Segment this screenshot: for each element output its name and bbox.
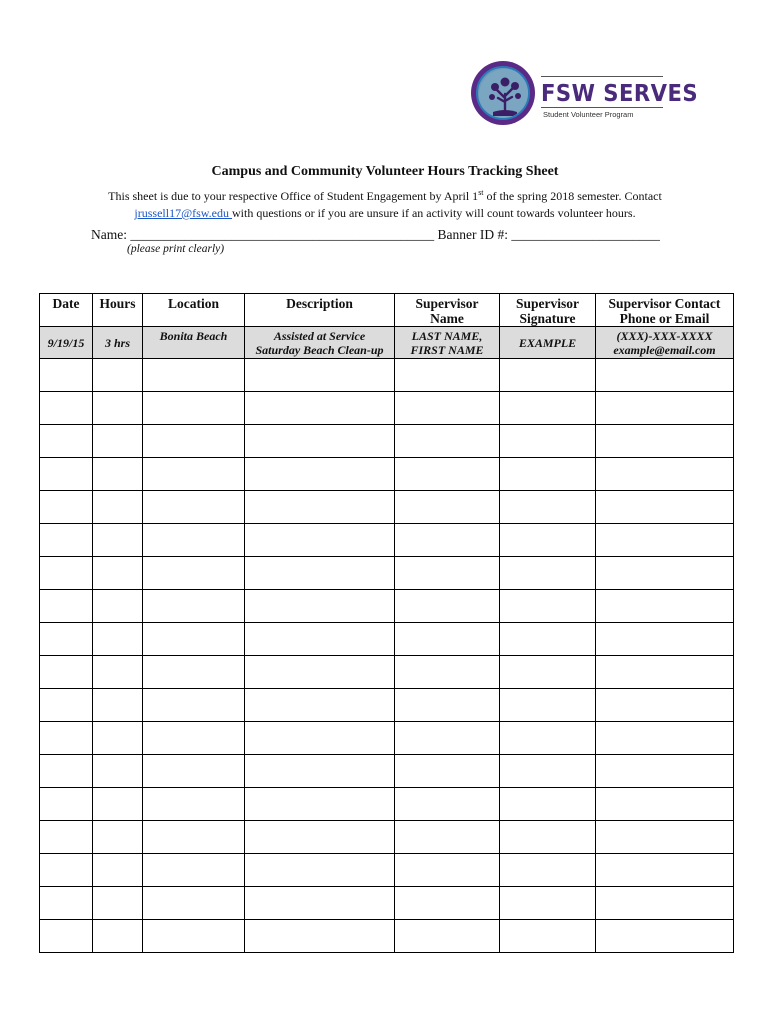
entry-hours-cell[interactable] <box>93 854 143 887</box>
entry-contact-cell[interactable] <box>596 689 734 722</box>
header-description: Description <box>245 294 395 327</box>
entry-description-cell[interactable] <box>245 887 395 920</box>
example-hours: 3 hrs <box>93 327 143 359</box>
entry-date-cell[interactable] <box>40 854 93 887</box>
entry-description-cell[interactable] <box>245 623 395 656</box>
entry-description-cell[interactable] <box>245 755 395 788</box>
entry-signature-cell[interactable] <box>500 359 596 392</box>
entry-hours-cell[interactable] <box>93 458 143 491</box>
table-row <box>40 458 734 491</box>
entry-hours-cell[interactable] <box>93 491 143 524</box>
entry-date-cell[interactable] <box>40 590 93 623</box>
entry-signature-cell[interactable] <box>500 458 596 491</box>
entry-location-cell[interactable] <box>143 854 245 887</box>
entry-description-cell[interactable] <box>245 524 395 557</box>
entry-contact-cell[interactable] <box>596 920 734 953</box>
table-row <box>40 920 734 953</box>
entry-date-cell[interactable] <box>40 359 93 392</box>
table-row <box>40 590 734 623</box>
entry-signature-cell[interactable] <box>500 788 596 821</box>
entry-description-cell[interactable] <box>245 392 395 425</box>
name-label: Name: <box>91 227 127 242</box>
entry-location-cell[interactable] <box>143 656 245 689</box>
entry-hours-cell[interactable] <box>93 623 143 656</box>
contact-email-link[interactable]: jrussell17@fsw.edu <box>134 206 232 220</box>
example-description: Assisted at Service Saturday Beach Clean-up <box>245 327 395 359</box>
print-hint: (please print clearly) <box>127 243 225 255</box>
entry-signature-cell[interactable] <box>500 821 596 854</box>
header-date: Date <box>40 294 93 327</box>
table-row <box>40 392 734 425</box>
header-supervisor-signature: Supervisor Signature <box>500 294 596 327</box>
entry-contact-cell[interactable] <box>596 854 734 887</box>
entry-supervisor-name-cell[interactable] <box>395 392 500 425</box>
banner-id-field[interactable]: ______________________ <box>511 227 660 242</box>
name-banner-row <box>91 227 660 243</box>
entry-location-cell[interactable] <box>143 392 245 425</box>
tree-icon <box>478 68 530 120</box>
entry-description-cell[interactable] <box>245 821 395 854</box>
intro-line1-a: This sheet is due to your respective Office of Student Engagement by April 1 <box>108 189 479 203</box>
table-row <box>40 557 734 590</box>
entry-description-cell[interactable] <box>245 722 395 755</box>
entry-supervisor-name-cell[interactable] <box>395 590 500 623</box>
entry-date-cell[interactable] <box>40 689 93 722</box>
example-date: 9/19/15 <box>40 327 93 359</box>
table-row <box>40 821 734 854</box>
entry-location-cell[interactable] <box>143 458 245 491</box>
entry-description-cell[interactable] <box>245 920 395 953</box>
table-row <box>40 722 734 755</box>
entry-supervisor-name-cell[interactable] <box>395 359 500 392</box>
entry-date-cell[interactable] <box>40 623 93 656</box>
table-row <box>40 854 734 887</box>
entry-contact-cell[interactable] <box>596 755 734 788</box>
entry-signature-cell[interactable] <box>500 623 596 656</box>
entry-description-cell[interactable] <box>245 557 395 590</box>
intro-line2: with questions or if you are unsure if an activity will count towards volunteer hours. <box>232 206 636 220</box>
entry-date-cell[interactable] <box>40 788 93 821</box>
entry-date-cell[interactable] <box>40 524 93 557</box>
entry-location-cell[interactable] <box>143 689 245 722</box>
entry-location-cell[interactable] <box>143 821 245 854</box>
table-row <box>40 524 734 557</box>
entry-description-cell[interactable] <box>245 359 395 392</box>
entry-supervisor-name-cell[interactable] <box>395 689 500 722</box>
entry-supervisor-name-cell[interactable] <box>395 920 500 953</box>
example-row <box>40 327 734 359</box>
table-row <box>40 359 734 392</box>
entry-supervisor-name-cell[interactable] <box>395 755 500 788</box>
logo-rule-bottom <box>541 107 663 108</box>
example-signature: EXAMPLE <box>500 327 596 359</box>
entry-location-cell[interactable] <box>143 557 245 590</box>
header-supervisor-contact: Supervisor Contact Phone or Email <box>596 294 734 327</box>
intro-line1-sup: st <box>478 188 484 197</box>
entry-location-cell[interactable] <box>143 491 245 524</box>
page-title: Campus and Community Volunteer Hours Tracking Sheet <box>211 164 559 179</box>
entry-signature-cell[interactable] <box>500 887 596 920</box>
entry-description-cell[interactable] <box>245 458 395 491</box>
table-row <box>40 887 734 920</box>
entry-date-cell[interactable] <box>40 887 93 920</box>
entry-supervisor-name-cell[interactable] <box>395 788 500 821</box>
entry-description-cell[interactable] <box>245 590 395 623</box>
entry-supervisor-name-cell[interactable] <box>395 557 500 590</box>
entry-location-cell[interactable] <box>143 359 245 392</box>
entry-signature-cell[interactable] <box>500 722 596 755</box>
entry-location-cell[interactable] <box>143 590 245 623</box>
entry-contact-cell[interactable] <box>596 359 734 392</box>
entry-contact-cell[interactable] <box>596 623 734 656</box>
intro-line1-b: of the spring 2018 semester. Contact <box>483 189 662 203</box>
entry-signature-cell[interactable] <box>500 854 596 887</box>
header-hours: Hours <box>93 294 143 327</box>
example-contact: (XXX)-XXX-XXXX example@email.com <box>596 327 734 359</box>
entry-location-cell[interactable] <box>143 623 245 656</box>
entry-location-cell[interactable] <box>143 425 245 458</box>
entry-hours-cell[interactable] <box>93 920 143 953</box>
entry-supervisor-name-cell[interactable] <box>395 623 500 656</box>
entry-contact-cell[interactable] <box>596 392 734 425</box>
header-location: Location <box>143 294 245 327</box>
entry-hours-cell[interactable] <box>93 887 143 920</box>
entry-location-cell[interactable] <box>143 887 245 920</box>
entry-supervisor-name-cell[interactable] <box>395 491 500 524</box>
entry-contact-cell[interactable] <box>596 458 734 491</box>
entry-contact-cell[interactable] <box>596 722 734 755</box>
entry-date-cell[interactable] <box>40 920 93 953</box>
entry-signature-cell[interactable] <box>500 656 596 689</box>
entry-signature-cell[interactable] <box>500 920 596 953</box>
entry-signature-cell[interactable] <box>500 425 596 458</box>
entry-contact-cell[interactable] <box>596 887 734 920</box>
name-field[interactable]: _____________________________________________ <box>130 227 435 242</box>
entry-description-cell[interactable] <box>245 854 395 887</box>
header-supervisor-name: Supervisor Name <box>395 294 500 327</box>
table-row <box>40 689 734 722</box>
entry-date-cell[interactable] <box>40 755 93 788</box>
entry-date-cell[interactable] <box>40 491 93 524</box>
entry-hours-cell[interactable] <box>93 425 143 458</box>
entry-supervisor-name-cell[interactable] <box>395 722 500 755</box>
entry-contact-cell[interactable] <box>596 425 734 458</box>
fsw-serves-logo <box>471 61 699 125</box>
entry-hours-cell[interactable] <box>93 590 143 623</box>
entry-contact-cell[interactable] <box>596 788 734 821</box>
entry-hours-cell[interactable] <box>93 359 143 392</box>
entry-description-cell[interactable] <box>245 788 395 821</box>
entry-date-cell[interactable] <box>40 392 93 425</box>
entry-supervisor-name-cell[interactable] <box>395 854 500 887</box>
entry-date-cell[interactable] <box>40 425 93 458</box>
entry-location-cell[interactable] <box>143 524 245 557</box>
entry-signature-cell[interactable] <box>500 524 596 557</box>
entry-hours-cell[interactable] <box>93 656 143 689</box>
table-row <box>40 425 734 458</box>
table-header-row <box>40 294 734 327</box>
entry-contact-cell[interactable] <box>596 821 734 854</box>
entry-supervisor-name-cell[interactable] <box>395 887 500 920</box>
example-location: Bonita Beach <box>143 327 245 359</box>
entry-hours-cell[interactable] <box>93 788 143 821</box>
entry-contact-cell[interactable] <box>596 524 734 557</box>
entry-signature-cell[interactable] <box>500 590 596 623</box>
entry-signature-cell[interactable] <box>500 755 596 788</box>
entry-signature-cell[interactable] <box>500 392 596 425</box>
table-row <box>40 491 734 524</box>
volunteer-hours-table <box>39 293 734 953</box>
entry-signature-cell[interactable] <box>500 491 596 524</box>
entry-supervisor-name-cell[interactable] <box>395 656 500 689</box>
table-row <box>40 788 734 821</box>
table-row <box>40 755 734 788</box>
logo-emblem <box>471 61 535 125</box>
entry-hours-cell[interactable] <box>93 821 143 854</box>
entry-contact-cell[interactable] <box>596 590 734 623</box>
entry-description-cell[interactable] <box>245 656 395 689</box>
entry-contact-cell[interactable] <box>596 656 734 689</box>
example-supervisor-name: LAST NAME, FIRST NAME <box>395 327 500 359</box>
entry-location-cell[interactable] <box>143 788 245 821</box>
banner-id-label: Banner ID #: <box>437 227 508 242</box>
intro-text <box>0 184 770 222</box>
entry-hours-cell[interactable] <box>93 557 143 590</box>
entry-contact-cell[interactable] <box>596 557 734 590</box>
table-row <box>40 656 734 689</box>
entry-supervisor-name-cell[interactable] <box>395 524 500 557</box>
entry-hours-cell[interactable] <box>93 689 143 722</box>
entry-location-cell[interactable] <box>143 755 245 788</box>
entry-location-cell[interactable] <box>143 722 245 755</box>
entry-description-cell[interactable] <box>245 689 395 722</box>
entry-supervisor-name-cell[interactable] <box>395 458 500 491</box>
entry-supervisor-name-cell[interactable] <box>395 425 500 458</box>
entry-supervisor-name-cell[interactable] <box>395 821 500 854</box>
logo-wordmark: FSW SERVES <box>541 81 699 107</box>
logo-rule-top <box>541 76 663 77</box>
entry-date-cell[interactable] <box>40 722 93 755</box>
entry-location-cell[interactable] <box>143 920 245 953</box>
entry-signature-cell[interactable] <box>500 689 596 722</box>
entry-contact-cell[interactable] <box>596 491 734 524</box>
entry-hours-cell[interactable] <box>93 392 143 425</box>
entry-signature-cell[interactable] <box>500 557 596 590</box>
entry-description-cell[interactable] <box>245 425 395 458</box>
entry-hours-cell[interactable] <box>93 722 143 755</box>
logo-subtitle: Student Volunteer Program <box>543 110 634 119</box>
entry-date-cell[interactable] <box>40 821 93 854</box>
entry-date-cell[interactable] <box>40 458 93 491</box>
table-row <box>40 623 734 656</box>
entry-hours-cell[interactable] <box>93 524 143 557</box>
entry-date-cell[interactable] <box>40 656 93 689</box>
entry-date-cell[interactable] <box>40 557 93 590</box>
entry-hours-cell[interactable] <box>93 755 143 788</box>
entry-description-cell[interactable] <box>245 491 395 524</box>
